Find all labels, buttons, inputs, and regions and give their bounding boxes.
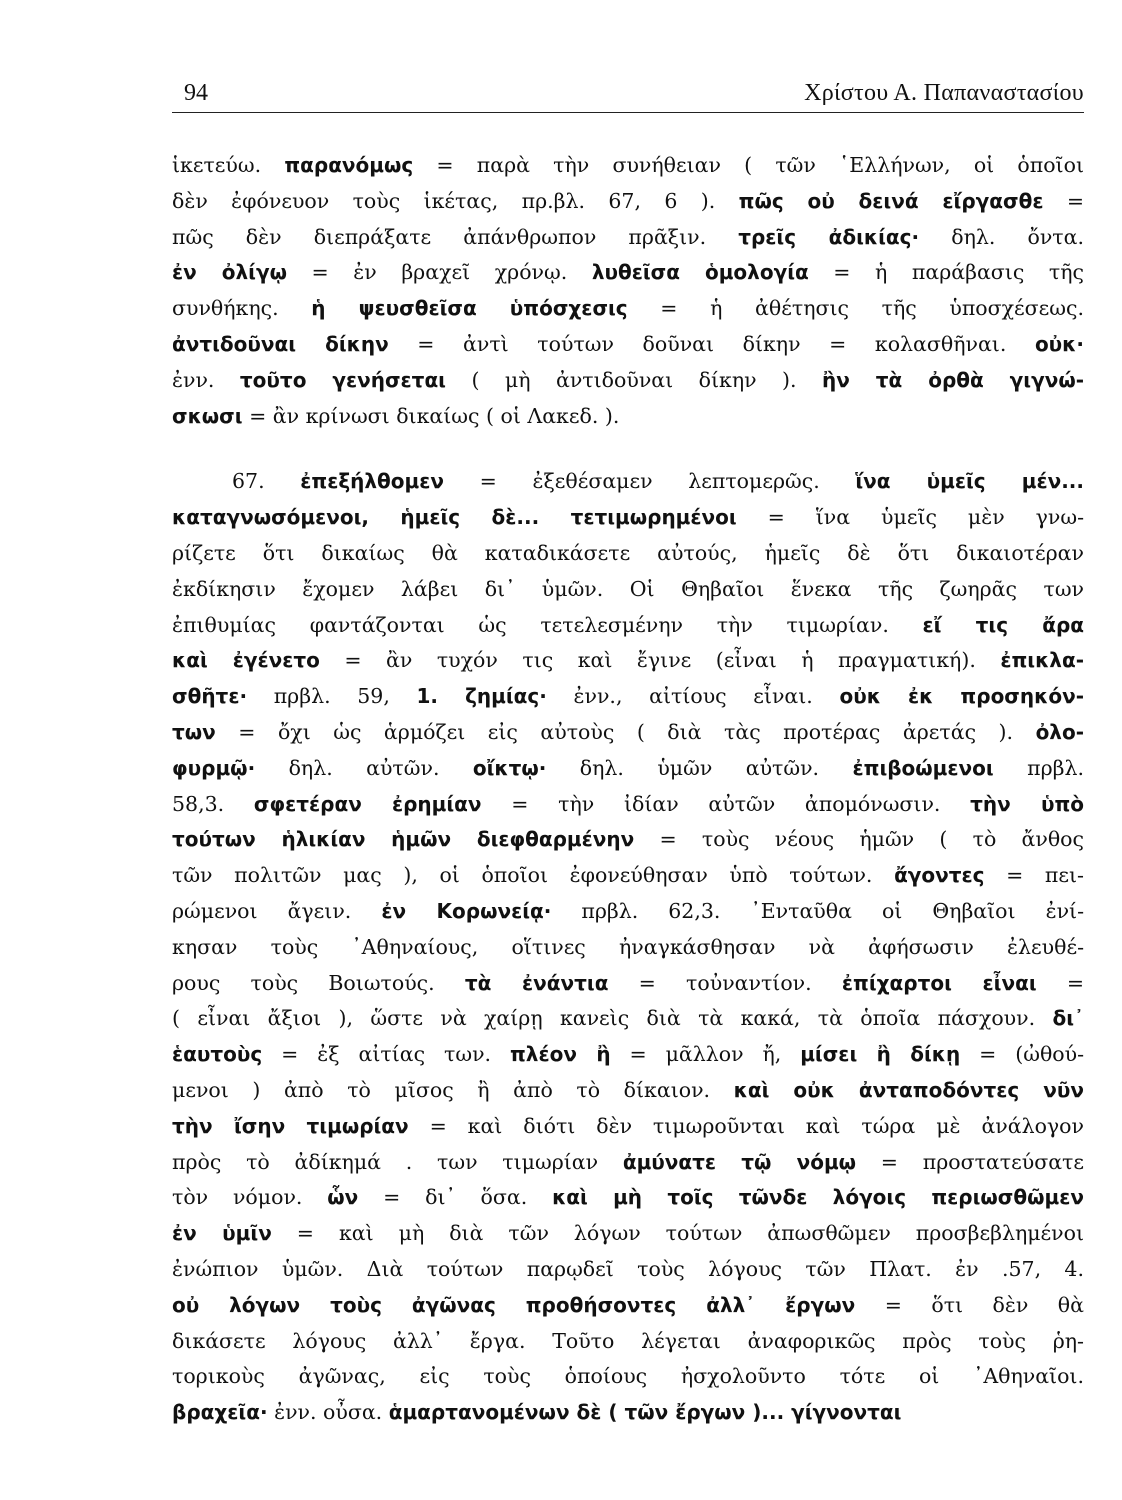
paragraph-gap (172, 434, 1084, 464)
lemma-term: σθῆτε· (172, 684, 248, 709)
lemma-term: τοῦτο γενήσεται (239, 367, 446, 392)
gloss-text: 58,3. (172, 791, 254, 816)
lemma-term: των (172, 719, 216, 744)
text-line (172, 930, 1084, 966)
paragraph (172, 148, 1084, 434)
text-line (172, 822, 1084, 858)
gloss-text: δηλ. ὑμῶν αὐτῶν. (546, 755, 853, 780)
gloss-text: ρους τοὺς Βοιωτούς. (172, 970, 465, 995)
lemma-term: σφετέραν ἐρημίαν (253, 791, 482, 816)
gloss-text: 67. (232, 469, 301, 494)
lemma-term: παρανόμως (284, 153, 414, 177)
lemma-term: καταγνωσόμενοι, ἡμεῖς δὲ... τετιμωρημένοι (172, 505, 737, 530)
lemma-term: οἴκτῳ· (472, 755, 547, 780)
text-line (172, 255, 1084, 291)
lemma-term: εἴ τις ἄρα (922, 612, 1084, 637)
lemma-term: ἵνα ὑμεῖς μέν... (855, 469, 1084, 494)
lemma-term: ἡ ψευσθεῖσα ὑπόσχεσις (311, 296, 628, 321)
gloss-text: = ἐν βραχεῖ χρόνῳ. (286, 260, 592, 285)
gloss-text: ἐνώπιον ὑμῶν. Διὰ τούτων παρῳδεῖ τοὺς λόγους τῶν Πλατ. ἐν .57, 4. (172, 1256, 1084, 1281)
gloss-text: δὲν ἐφόνευον τοὺς ἱκέτας, πρ.βλ. 67, 6 ). (172, 188, 739, 213)
gloss-text: = ἀντὶ τούτων δοῦναι δίκην = κολασθῆναι. (388, 331, 1035, 356)
gloss-text: ρώμενοι ἄγειν. (172, 898, 382, 923)
gloss-text: = ἡ παράβασις τῆς (808, 260, 1084, 285)
body-text (172, 148, 1084, 1431)
gloss-text: = ἵνα ὑμεῖς μὲν γνω- (736, 505, 1084, 530)
gloss-text: πρβλ. (993, 755, 1084, 780)
text-line (172, 1001, 1084, 1037)
text-line (172, 1109, 1084, 1145)
lemma-term: ἐν ὀλίγῳ (172, 260, 287, 285)
gloss-text: τορικοὺς ἀγῶνας, εἰς τοὺς ὁποίους ἠσχολοῦντο τότε οἱ ᾿Αθηναῖοι. (172, 1364, 1084, 1389)
lemma-term: φυρμῷ· (172, 755, 256, 780)
gloss-text: = ὅτι δὲν θὰ (855, 1292, 1084, 1317)
lemma-term: ἀμύνατε τῷ νόμῳ (622, 1149, 857, 1174)
lemma-term: ἀντιδοῦναι δίκην (172, 331, 389, 356)
text-line (172, 643, 1084, 679)
text-line (172, 966, 1084, 1002)
gloss-text: πρβλ. 62,3. ᾿Ενταῦθα οἱ Θηβαῖοι ἐνί- (551, 898, 1084, 923)
gloss-text: = τὴν ἰδίαν αὐτῶν ἀπομόνωσιν. (481, 791, 971, 816)
text-line (172, 572, 1084, 608)
gloss-text: = ἐξ αἰτίας των. (262, 1042, 510, 1067)
lemma-term: τούτων ἡλικίαν ἡμῶν διεφθαρμένην (172, 827, 635, 852)
text-line (172, 1073, 1084, 1109)
lemma-term: οὐκ ἐκ προσηκόν- (839, 684, 1084, 709)
gloss-text: = (1043, 188, 1084, 213)
gloss-text: ἱκετεύω. (172, 153, 285, 177)
lemma-term: καὶ ἐγένετο (172, 648, 320, 673)
gloss-text: κησαν τοὺς ᾿Αθηναίους, οἵτινες ἠναγκάσθησαν νὰ ἀφήσωσιν ἐλευθέ- (172, 934, 1084, 959)
lemma-term: τὴν ἴσην τιμωρίαν (172, 1113, 409, 1138)
text-line (172, 291, 1084, 327)
gloss-text: = ἂν τυχόν τις καὶ ἔγινε (εἶναι ἡ πραγματική). (319, 648, 1001, 673)
gloss-text: ἐνν., αἰτίους εἶναι. (546, 684, 840, 709)
gloss-text: = ἡ ἀθέτησις τῆς ὑποσχέσεως. (627, 296, 1084, 321)
lemma-term: ἐπεξήλθομεν (300, 469, 444, 494)
lemma-term: ὧν (327, 1185, 359, 1210)
lemma-term: ἐπιβοώμενοι (852, 755, 994, 780)
running-head: Χρίστου Α. Παπαναστασίου (804, 80, 1084, 106)
lemma-term: ἐπίχαρτοι εἶναι (841, 970, 1037, 995)
gloss-text: = παρὰ τὴν συνήθειαν ( τῶν ῾Ελλήνων, οἱ ὁποῖοι (413, 153, 1084, 177)
lemma-term: ἐπικλα- (1000, 648, 1084, 673)
lemma-term: ἑαυτοὺς (172, 1042, 263, 1067)
gloss-text: = (1036, 970, 1084, 995)
lemma-term: δι᾿ (1052, 1006, 1084, 1031)
gloss-text: = καὶ διότι δὲν τιμωροῦνται καὶ τώρα μὲ ἀνάλογον (408, 1113, 1084, 1138)
gloss-text: ( μὴ ἀντιδοῦναι δίκην ). (445, 367, 823, 392)
text-line (172, 1216, 1084, 1252)
lemma-term: τὰ ἐνάντια (464, 970, 609, 995)
page-number: 94 (184, 80, 208, 106)
lemma-term: ἐν Κορωνείᾳ· (381, 898, 552, 923)
gloss-text: ἐπιθυμίας φαντάζονται ὡς τετελεσμένην τὴν τιμωρίαν. (172, 612, 923, 637)
gloss-text: πῶς δὲν διεπράξατε ἀπάνθρωπον πρᾶξιν. (172, 224, 739, 249)
gloss-text: δηλ. αὐτῶν. (255, 755, 473, 780)
lemma-term: ἢν τὰ ὀρθὰ γιγνώ- (822, 367, 1084, 392)
page-header (172, 76, 1084, 113)
lemma-term: οὐκ· (1034, 331, 1084, 356)
gloss-text: δικάσετε λόγους ἀλλ᾿ ἔργα. Τοῦτο λέγεται ἀναφορικῶς πρὸς τοὺς ῥη- (172, 1328, 1084, 1353)
text-line (172, 1145, 1084, 1181)
text-line (172, 715, 1084, 751)
text-line (172, 184, 1084, 220)
lemma-term: οὐ λόγων τοὺς ἀγῶνας προθήσοντες ἀλλ᾿ ἔργων (172, 1292, 856, 1317)
gloss-text: ἐνν. (172, 367, 240, 392)
gloss-text: = ἂν κρίνωσι δικαίως ( οἱ Λακεδ. ). (242, 403, 620, 428)
text-line (172, 787, 1084, 823)
gloss-text: = ὄχι ὡς ἁρμόζει εἰς αὐτοὺς ( διὰ τὰς προτέρας ἀρετάς ). (215, 719, 1036, 744)
text-line (172, 464, 1084, 500)
gloss-text: ἐνν. οὖσα. (267, 1400, 389, 1425)
lemma-term: 1. ζημίας· (416, 684, 547, 709)
text-line (172, 1288, 1084, 1324)
text-line (172, 500, 1084, 536)
text-line (172, 536, 1084, 572)
text-line (172, 1180, 1084, 1216)
gloss-text: ρίζετε ὅτι δικαίως θὰ καταδικάσετε αὐτούς, ἡμεῖς δὲ ὅτι δικαιοτέραν (172, 540, 1084, 565)
gloss-text: = τοὺς νέους ἡμῶν ( τὸ ἄνθος (634, 827, 1084, 852)
gloss-text: = καὶ μὴ διὰ τῶν λόγων τούτων ἀπωσθῶμεν προσβεβλημένοι (271, 1221, 1084, 1246)
text-line (172, 858, 1084, 894)
lemma-term: τὴν ὑπὸ (970, 791, 1084, 816)
text-line (172, 327, 1084, 363)
paragraph (172, 464, 1084, 1431)
text-line (172, 1324, 1084, 1360)
lemma-term: πλέον ἢ (509, 1042, 611, 1067)
gloss-text: = τοὐναντίον. (608, 970, 842, 995)
gloss-text: = πει- (984, 863, 1084, 888)
text-line (172, 1252, 1084, 1288)
text-line (172, 679, 1084, 715)
gloss-text: = μᾶλλον ἤ, (610, 1042, 801, 1067)
text-line (172, 399, 1084, 435)
gloss-text: = προστατεύσατε (856, 1149, 1084, 1174)
lemma-term: ὀλο- (1035, 719, 1084, 744)
gloss-text: = δι᾿ ὅσα. (358, 1185, 553, 1210)
gloss-text: = ἐξεθέσαμεν λεπτομερῶς. (444, 469, 856, 494)
gloss-text: = (ὠθού- (960, 1042, 1084, 1067)
lemma-term: καὶ οὐκ ἀνταποδόντες νῦν (733, 1077, 1084, 1102)
text-line (172, 363, 1084, 399)
gloss-text: συνθήκης. (172, 296, 312, 321)
gloss-text: μενοι ) ἀπὸ τὸ μῖσος ἢ ἀπὸ τὸ δίκαιον. (172, 1077, 734, 1102)
gloss-text: ( εἶναι ἄξιοι ), ὥστε νὰ χαίρῃ κανεὶς διὰ τὰ κακά, τὰ ὁποῖα πάσχουν. (172, 1006, 1053, 1031)
lemma-term: μίσει ἢ δίκῃ (800, 1042, 961, 1067)
text-line (172, 1395, 1084, 1431)
lemma-term: λυθεῖσα ὁμολογία (591, 260, 809, 285)
text-line (172, 148, 1084, 184)
text-line (172, 1359, 1084, 1395)
text-line (172, 894, 1084, 930)
gloss-text: πρὸς τὸ ἀδίκημά . των τιμωρίαν (172, 1149, 623, 1174)
lemma-term: βραχεῖα· (172, 1400, 268, 1425)
gloss-text: δηλ. ὄντα. (919, 224, 1084, 249)
lemma-term: καὶ μὴ τοῖς τῶνδε λόγοις περιωσθῶμεν (552, 1185, 1084, 1210)
gloss-text: τὸν νόμον. (172, 1185, 328, 1210)
lemma-term: πῶς οὐ δεινά εἴργασθε (738, 188, 1044, 213)
lemma-term: ἐν ὑμῖν (172, 1221, 272, 1246)
lemma-term: ἁμαρτανομένων δὲ ( τῶν ἔργων )... γίγνονται (388, 1400, 902, 1425)
lemma-term: ἄγοντες (894, 863, 985, 888)
gloss-text: τῶν πολιτῶν μας ), οἱ ὁποῖοι ἐφονεύθησαν ὑπὸ τούτων. (172, 863, 895, 888)
text-line (172, 220, 1084, 256)
text-line (172, 608, 1084, 644)
text-line (172, 1037, 1084, 1073)
lemma-term: τρεῖς ἀδικίας· (738, 224, 920, 249)
gloss-text: πρβλ. 59, (247, 684, 417, 709)
gloss-text: ἐκδίκησιν ἔχομεν λάβει δι᾿ ὑμῶν. Οἱ Θηβαῖοι ἕνεκα τῆς ζωηρᾶς των (172, 576, 1084, 601)
text-line (172, 751, 1084, 787)
lemma-term: σκωσι (172, 403, 243, 428)
